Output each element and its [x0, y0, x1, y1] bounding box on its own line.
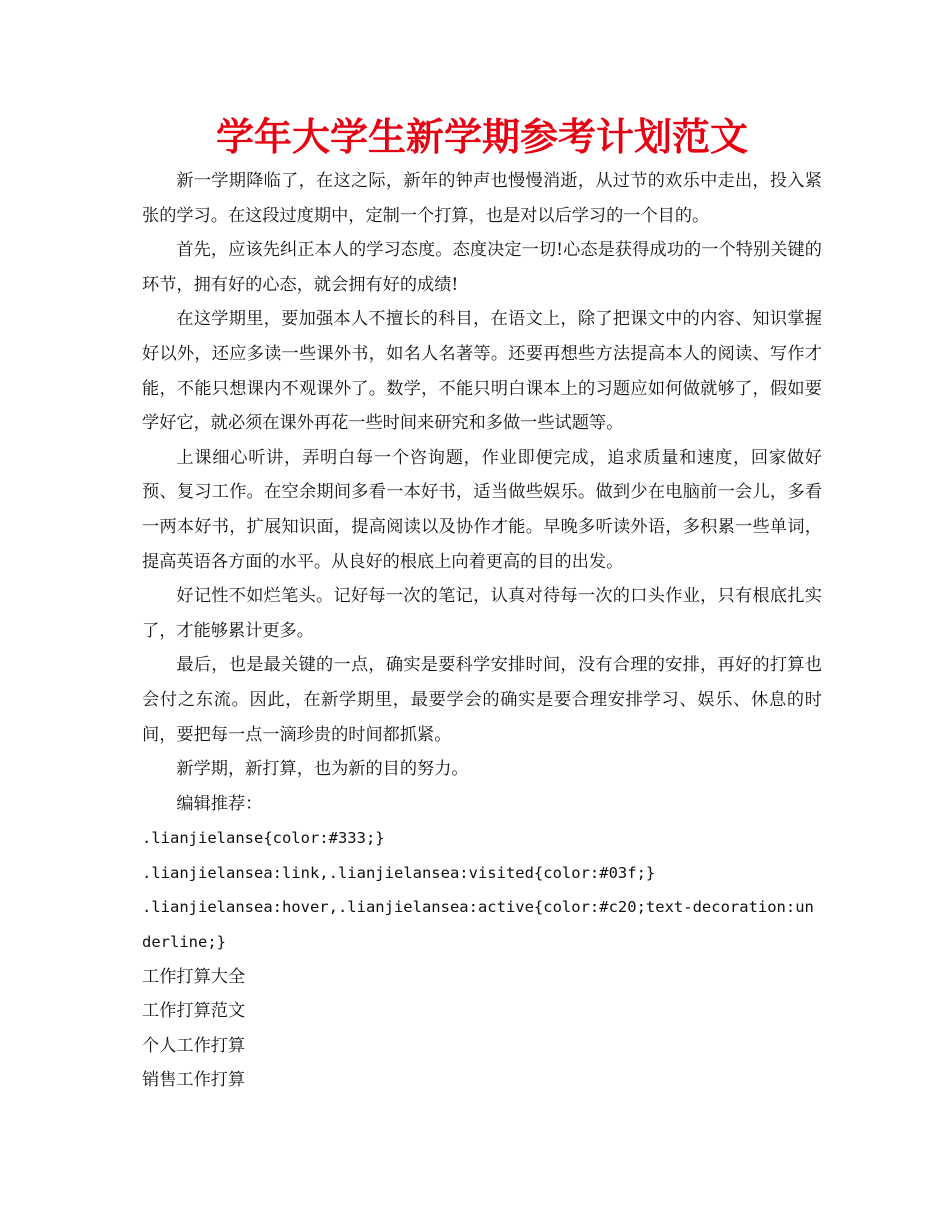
- code-line: .lianjielanse{color:#333;}: [142, 829, 385, 848]
- document-title: 学年大学生新学期参考计划范文: [215, 115, 748, 159]
- paragraph-conclusion: 新学期，新打算，也为新的目的努力。: [176, 759, 469, 780]
- paragraph-subjects: 在这学期里，要加强本人不擅长的科目，在语文上，除了把课文中的内容、知识掌握好以外，还应多读一些课外书，如名人名著等。还要再想些方法提高本人的阅读、写作才能，不能只想课内不观课外了。数学，不能只明白课本上的习题应如何做就够了，假如要学好它，就必须在课外再花一些时间来研究和多做一些试题等。: [142, 309, 822, 434]
- recommended-link-personal-work-plan[interactable]: 个人工作打算: [142, 1035, 246, 1056]
- code-line: .lianjielansea:link,.lianjielansea:visited{color:#03f;}: [142, 863, 656, 882]
- recommended-link-sales-work-plan[interactable]: 销售工作打算: [142, 1070, 246, 1091]
- paragraph-time-management: 最后，也是最关键的一点，确实是要科学安排时间，没有合理的安排，再好的打算也会付之东流。因此，在新学期里，最要学会的确实是要合理安排学习、娱乐、休息的时间，要把每一点一滴珍贵的时间都抓紧。: [142, 655, 822, 745]
- recommended-link-work-plan-samples[interactable]: 工作打算范文: [142, 1001, 246, 1022]
- paragraph-notes: 好记性不如烂笔头。记好每一次的笔记，认真对待每一次的口头作业，只有根底扎实了，才能够累计更多。: [142, 586, 822, 641]
- paragraph-attitude: 首先，应该先纠正本人的学习态度。态度决定一切!心态是获得成功的一个特别关键的环节，拥有好的心态，就会拥有好的成绩!: [142, 240, 822, 295]
- paragraph-intro: 新一学期降临了，在这之际，新年的钟声也慢慢消逝，从过节的欢乐中走出，投入紧张的学习。在这段过度期中，定制一个打算，也是对以后学习的一个目的。: [142, 171, 822, 226]
- recommended-link-work-plans[interactable]: 工作打算大全: [142, 966, 246, 987]
- document-page: [142, 112, 822, 1098]
- code-line: .lianjielansea:hover,.lianjielansea:active{color:#c20;text-decoration:underline;}: [142, 898, 814, 952]
- paragraph-study-habits: 上课细心听讲，弄明白每一个咨询题，作业即便完成，追求质量和速度，回家做好预、复习工作。在空余期间多看一本好书，适当做些娱乐。做到少在电脑前一会儿，多看一两本好书，扩展知识面，提高阅读以及协作才能。早晚多听读外语，多积累一些单词，提高英语各方面的水平。从良好的根底上向着更高的目的出发。: [142, 447, 822, 572]
- editor-recommendation-label: 编辑推荐：: [176, 793, 263, 814]
